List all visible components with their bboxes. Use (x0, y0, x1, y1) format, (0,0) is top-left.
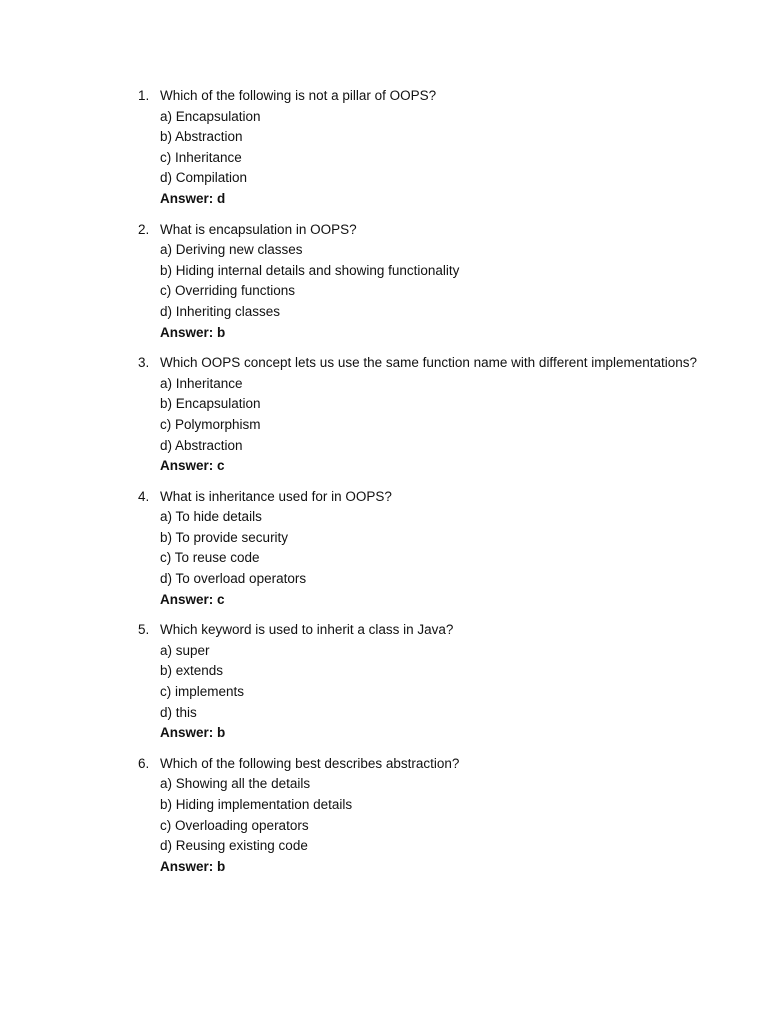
option-c: c) To reuse code (160, 550, 260, 566)
answer-label: Answer: c (160, 458, 225, 474)
option-d: d) Reusing existing code (160, 838, 308, 854)
option-b: b) Encapsulation (160, 396, 261, 412)
question-item (138, 220, 698, 344)
answer-label: Answer: b (160, 324, 226, 340)
option-b: b) extends (160, 663, 224, 679)
option-a: a) Deriving new classes (160, 242, 303, 258)
option-list (160, 774, 698, 856)
option-d: d) Inheriting classes (160, 303, 281, 319)
question-item (138, 86, 698, 210)
option-c: c) Inheritance (160, 149, 242, 165)
option-d: d) Abstraction (160, 437, 243, 453)
option-d: d) To overload operators (160, 571, 307, 587)
answer-label: Answer: c (160, 591, 225, 607)
option-c: c) Overloading operators (160, 817, 309, 833)
question-text: Which of the following is not a pillar of OOPS? (160, 88, 437, 103)
question-text: Which keyword is used to inherit a class in Java? (160, 622, 454, 638)
question-text: What is encapsulation in OOPS? (160, 221, 357, 237)
option-c: c) Overriding functions (160, 283, 296, 299)
answer-label: Answer: b (160, 858, 226, 874)
option-d: d) Compilation (160, 170, 248, 186)
option-list (160, 107, 698, 189)
option-d: d) this (160, 704, 197, 720)
option-c: c) Polymorphism (160, 416, 261, 432)
question-item (138, 487, 698, 611)
question-number: 5. (138, 622, 150, 638)
option-list (160, 374, 698, 456)
question-text: Which OOPS concept lets us use the same function name with different implementations? (160, 355, 698, 371)
question-number: 1. (138, 88, 150, 103)
option-a: a) To hide details (160, 509, 262, 525)
question-number: 2. (138, 221, 150, 237)
question-number: 6. (138, 755, 150, 771)
question-number: 3. (138, 355, 150, 371)
answer-label: Answer: d (160, 190, 226, 206)
option-b: b) Hiding implementation details (160, 797, 353, 812)
option-b: b) Hiding internal details and showing functionality (160, 262, 460, 278)
option-a: a) super (160, 642, 210, 658)
option-list (160, 641, 698, 723)
option-list (160, 240, 698, 322)
question-item (138, 620, 698, 744)
option-a: a) Showing all the details (160, 776, 311, 792)
question-text: Which of the following best describes abstraction? (160, 755, 460, 771)
answer-label: Answer: b (160, 725, 226, 741)
question-number: 4. (138, 488, 150, 504)
question-item (138, 754, 698, 878)
option-c: c) implements (160, 684, 245, 700)
question-item (138, 353, 698, 477)
option-a: a) Inheritance (160, 375, 243, 391)
question-text: What is inheritance used for in OOPS? (160, 488, 392, 504)
option-a: a) Encapsulation (160, 108, 261, 124)
option-b: b) To provide security (160, 529, 289, 545)
option-list (160, 507, 698, 589)
question-list (138, 86, 698, 887)
option-b: b) Abstraction (160, 129, 243, 145)
